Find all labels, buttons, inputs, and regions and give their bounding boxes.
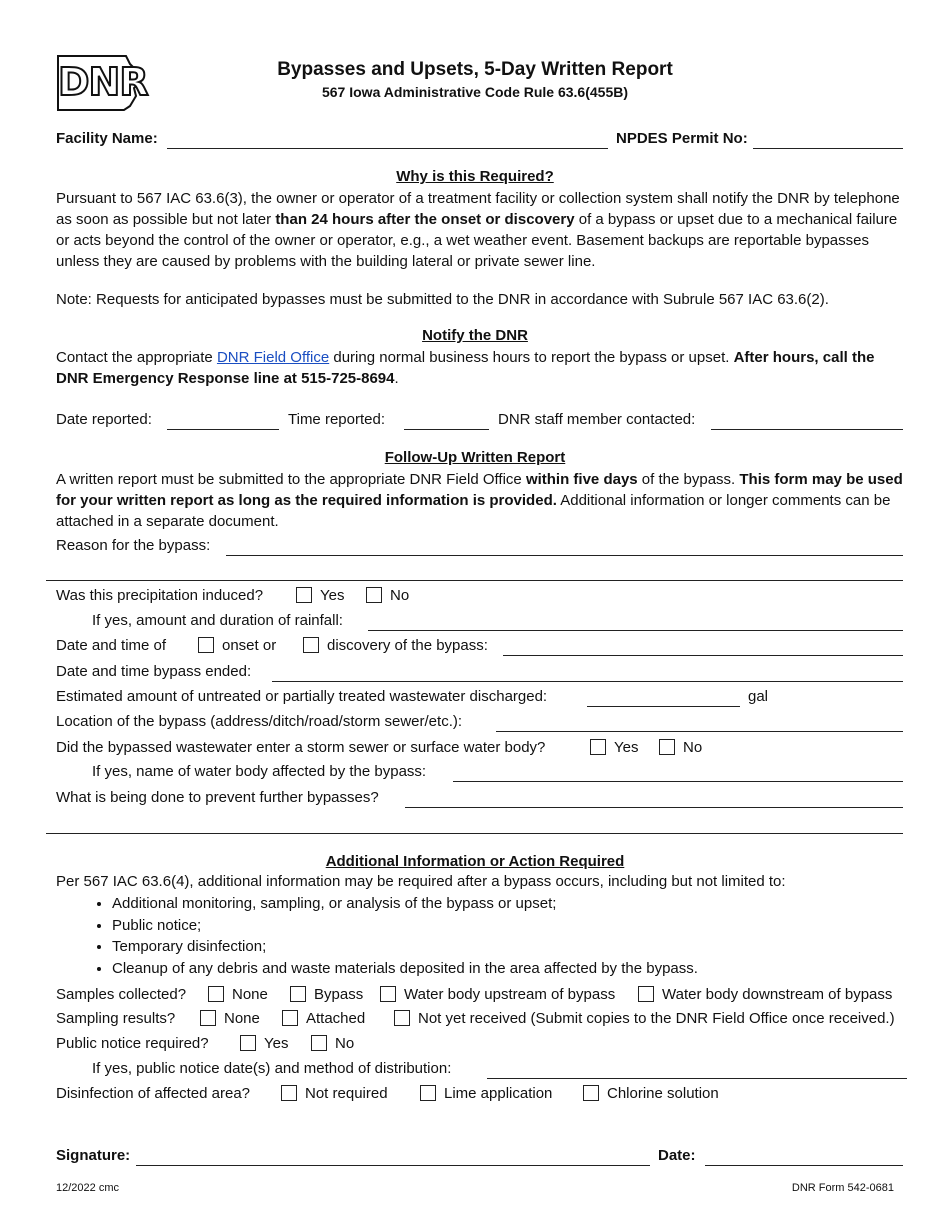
samples-downstream-checkbox[interactable]	[638, 986, 654, 1002]
samples-upstream-checkbox[interactable]	[380, 986, 396, 1002]
option-label: Bypass	[314, 986, 364, 1003]
followup-text-a: A written report must be submitted to the appropriate DNR Field Office	[56, 471, 526, 488]
page-subtitle: 567 Iowa Administrative Code Rule 63.6(455B)	[321, 84, 629, 100]
rainfall-label: If yes, amount and duration of rainfall:	[92, 612, 343, 629]
bypass-ended-field[interactable]	[272, 681, 903, 682]
list-item: • Additional monitoring, sampling, or analysis of the bypass or upset;	[112, 893, 698, 915]
onset-option[interactable]	[198, 637, 276, 654]
signature-label: Signature:	[56, 1147, 131, 1164]
time-reported-field[interactable]	[404, 429, 489, 430]
gal-unit: gal	[748, 688, 769, 705]
discovery-checkbox[interactable]	[303, 637, 319, 653]
staff-contacted-field[interactable]	[711, 429, 903, 430]
facility-name-label: Facility Name:	[56, 130, 158, 147]
results-not-received-checkbox[interactable]	[394, 1010, 410, 1026]
option-label: Chlorine solution	[607, 1085, 719, 1102]
samples-none-option[interactable]	[208, 986, 268, 1003]
npdes-permit-label: NPDES Permit No:	[616, 130, 748, 147]
notify-text-end: .	[394, 370, 399, 387]
samples-none-checkbox[interactable]	[208, 986, 224, 1002]
followup-heading: Follow-Up Written Report	[384, 449, 566, 466]
followup-paragraph	[56, 469, 906, 532]
disinfect-lime-checkbox[interactable]	[420, 1085, 436, 1101]
option-label: No	[335, 1035, 355, 1052]
samples-bypass-option[interactable]	[290, 986, 363, 1003]
followup-text-b: of the bypass.	[637, 471, 740, 488]
followup-text-bold1: within five days	[525, 471, 638, 488]
location-field[interactable]	[496, 731, 903, 732]
samples-label: Samples collected?	[56, 986, 187, 1003]
signature-field[interactable]	[136, 1165, 650, 1166]
bypass-ended-label: Date and time bypass ended:	[56, 663, 252, 680]
prevent-field[interactable]	[405, 807, 903, 808]
notice-yes-checkbox[interactable]	[240, 1035, 256, 1051]
list-item: • Temporary disinfection;	[112, 936, 698, 958]
notice-yes-option[interactable]	[240, 1035, 288, 1052]
no-label: No	[390, 587, 410, 604]
notice-date-field[interactable]	[487, 1078, 907, 1079]
onset-label: onset or	[222, 637, 277, 654]
results-none-checkbox[interactable]	[200, 1010, 216, 1026]
amount-field[interactable]	[587, 706, 740, 707]
storm-no-checkbox[interactable]	[659, 739, 675, 755]
option-label: Lime application	[444, 1085, 553, 1102]
signature-date-label: Date:	[658, 1147, 696, 1164]
facility-name-field[interactable]	[167, 148, 608, 149]
prevent-label: What is being done to prevent further bypasses?	[56, 789, 379, 806]
followup-text-bold2: This form may be used for your written report as long as the required information is provided.	[56, 471, 903, 509]
option-label: Not required	[305, 1085, 388, 1102]
additional-heading: Additional Information or Action Required	[325, 853, 625, 870]
notice-no-option[interactable]	[311, 1035, 354, 1052]
additional-intro: Per 567 IAC 63.6(4), additional information may be required after a bypass occurs, including but not limited to:	[56, 873, 786, 890]
no-label: No	[683, 739, 703, 756]
list-item: • Public notice;	[112, 915, 698, 937]
disinfect-not-required-option[interactable]	[281, 1085, 388, 1102]
option-label: Yes	[264, 1035, 289, 1052]
notice-date-label: If yes, public notice date(s) and method of distribution:	[92, 1060, 452, 1077]
onset-discovery-date-field[interactable]	[503, 655, 903, 656]
staff-contacted-label: DNR staff member contacted:	[498, 411, 696, 428]
option-label: None	[232, 986, 268, 1003]
signature-date-field[interactable]	[705, 1165, 903, 1166]
results-not-received-option[interactable]	[394, 1010, 895, 1027]
footer-form-number: DNR Form 542-0681	[791, 1182, 894, 1194]
results-attached-option[interactable]	[282, 1010, 365, 1027]
waterbody-field[interactable]	[453, 781, 903, 782]
list-item: • Cleanup of any debris and waste materials deposited in the area affected by the bypass.	[112, 958, 698, 980]
storm-yes-option[interactable]	[590, 739, 638, 756]
reason-label: Reason for the bypass:	[56, 537, 211, 554]
date-time-of-label: Date and time of	[56, 637, 167, 654]
date-reported-field[interactable]	[167, 429, 279, 430]
results-none-option[interactable]	[200, 1010, 260, 1027]
waterbody-label: If yes, name of water body affected by the bypass:	[92, 763, 427, 780]
page-title: Bypasses and Upsets, 5-Day Written Report	[277, 59, 673, 80]
logo-text: DNR	[58, 60, 148, 104]
option-label: Attached	[306, 1010, 366, 1027]
notice-no-checkbox[interactable]	[311, 1035, 327, 1051]
precip-label: Was this precipitation induced?	[56, 587, 264, 604]
onset-checkbox[interactable]	[198, 637, 214, 653]
disinfect-label: Disinfection of affected area?	[56, 1085, 251, 1102]
why-heading: Why is this Required?	[396, 168, 554, 185]
discovery-label: discovery of the bypass:	[327, 637, 488, 654]
notify-text-b: during normal business hours to report the bypass or upset.	[329, 349, 734, 366]
amount-label: Estimated amount of untreated or partially treated wastewater discharged:	[56, 688, 548, 705]
notify-heading: Notify the DNR	[422, 327, 528, 344]
notify-paragraph	[56, 347, 906, 389]
disinfect-lime-option[interactable]	[420, 1085, 552, 1102]
npdes-permit-field[interactable]	[753, 148, 903, 149]
yes-label: Yes	[614, 739, 639, 756]
reason-field[interactable]	[226, 555, 903, 556]
section-divider-2	[46, 833, 903, 834]
additional-bullet-list	[56, 893, 698, 979]
precip-question	[56, 587, 263, 604]
storm-no-option[interactable]	[659, 739, 702, 756]
samples-downstream-option[interactable]	[638, 986, 892, 1003]
option-label: Water body upstream of bypass	[404, 986, 616, 1003]
samples-bypass-checkbox[interactable]	[290, 986, 306, 1002]
option-label: Not yet received (Submit copies to the DNR Field Office once received.)	[418, 1010, 895, 1027]
why-text-a: Pursuant to 567 IAC 63.6(3), the owner or operator of a treatment facility or collection system shall notify the DNR by telephone as soon as possible but not later	[56, 190, 900, 228]
why-paragraph	[56, 188, 906, 272]
option-label: Water body downstream of bypass	[662, 986, 893, 1003]
disinfect-chlorine-option[interactable]	[583, 1085, 719, 1102]
dnr-field-office-link[interactable]: DNR Field Office	[216, 349, 330, 366]
location-label: Location of the bypass (address/ditch/road/storm sewer/etc.):	[56, 713, 463, 730]
footer-revision: 12/2022 cmc	[56, 1182, 119, 1194]
option-label: None	[224, 1010, 260, 1027]
precip-yes-checkbox[interactable]	[296, 587, 312, 603]
discovery-option[interactable]	[303, 637, 488, 654]
notify-text-bold: After hours, call the DNR Emergency Response line at 515-725-8694	[56, 349, 875, 387]
precip-no-checkbox[interactable]	[366, 587, 382, 603]
storm-sewer-label: Did the bypassed wastewater enter a storm sewer or surface water body?	[56, 739, 546, 756]
disinfect-chlorine-checkbox[interactable]	[583, 1085, 599, 1101]
date-reported-label: Date reported:	[56, 411, 152, 428]
storm-yes-checkbox[interactable]	[590, 739, 606, 755]
precip-no-option[interactable]	[366, 587, 409, 604]
rainfall-field[interactable]	[368, 630, 903, 631]
results-label: Sampling results?	[56, 1010, 176, 1027]
why-text-bold: than 24 hours after the onset or discovery	[275, 211, 575, 228]
precip-yes-option[interactable]	[296, 587, 344, 604]
section-divider-1	[46, 580, 903, 581]
why-note: Note: Requests for anticipated bypasses must be submitted to the DNR in accordance with Subrule 567 IAC 63.6(2).	[56, 291, 829, 308]
why-text-b: of a bypass or upset due to a mechanical failure or acts beyond the control of the owner or operator, e.g., a wet weather event. Basement backups are reportable bypasses unless they are caused by problems with the building lateral or private sewer line.	[56, 211, 898, 270]
notify-text-a: Contact the appropriate	[56, 349, 217, 366]
followup-text-c: Additional information or longer comments can be attached in a separate document.	[56, 492, 891, 530]
disinfect-not-required-checkbox[interactable]	[281, 1085, 297, 1101]
time-reported-label: Time reported:	[288, 411, 385, 428]
notice-label: Public notice required?	[56, 1035, 209, 1052]
yes-label: Yes	[320, 587, 345, 604]
samples-upstream-option[interactable]	[380, 986, 615, 1003]
results-attached-checkbox[interactable]	[282, 1010, 298, 1026]
